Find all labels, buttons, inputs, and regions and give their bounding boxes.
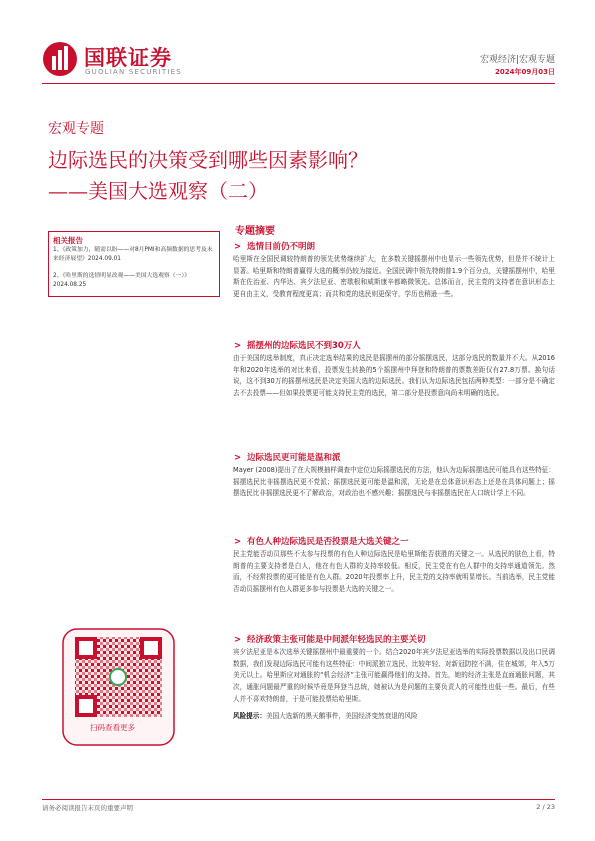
report-category: 宏观经济|宏观专题 [479,55,555,65]
brand-name-cn: 国联证券 [84,46,172,70]
related-report-link[interactable]: 1、《政策加力，随需以盼——对8月PMI和高频数据的思考及未来经济展望》2024.09.01 [53,247,213,262]
section-heading: > 摇摆州的边际选民不到30万人 [234,341,361,351]
section-body: 哈里斯在全国民调较特朗普的领先优势继续扩大，在多数关键摇摆州中也显示一些领先优势，但是并不统计上显著。哈里斯和特朗普赢得大选的概率仍较为接近。全国民调中领先特朗普1.9个百分点，关键摇摆州中，哈里斯在佐治亚、内华达、宾夕法尼亚、密歇根和威斯康辛都略微领先。总体而言，民主党的支持者在意识形态上更自由主义，受教育程度更高；而共和党的选民则更保守，学历也稍逊一些。 [233,255,555,299]
summary-title: 专题摘要 [235,226,275,237]
risk-text: 美国大选新的黑天鹅事件，美国经济变然衰退的风险 [265,712,418,720]
guolian-logo-icon [42,40,78,78]
section-body: 由于美国的选举制度，真正决定选举结果的选民是摇摆州的部分摇摆选民，这部分选民的数量并不大。从2016年和2020年选举的对比来看，投票发生转换的5个摇摆州中拜登和特朗普的票数差距仅有27.8万票。换句话说，这不到30万的摇摆州选民是决定美国大选的边际选民。我们认为边际选民包括两种类型：一部分是不确定去不去投票——但如果投票更可能支持民主党的选民，第二部分是投票意向尚未明确的选民。 [233,354,555,398]
page-subtitle: ——美国大选观察（二） [48,179,268,203]
page-number: 2 / 23 [536,803,555,811]
page-title: 边际选民的决策受到哪些因素影响？ [48,148,368,172]
section-body: 宾夕法尼亚是本次选举关键摇摆州中最重要的一个。结合2020年宾夕法尼亚选举的实际投票数据以及出口民调数据，我们发现边际选民可能有这些特征：中间派独立选民、比较年轻、对新冠防控不满，住在城郊，年入5万美元以上。哈里斯应对通胀的“机会经济”主张可能赢得他们的支持。首先，她的经济主张是直面通胀问题，其次，通胀问题最严重的时候毕竟是拜登当总统，她被认为是问题的主要负责人的可能性也低一些。最后，有些人并不喜欢特朗普，于是可能投票给哈里斯。 [233,648,555,703]
arrow-icon: > [234,537,242,547]
brand-name-en: GUOLIAN SECURITIES [85,68,182,76]
footer-disclaimer: 请务必阅读报告末页的重要声明 [42,804,133,812]
section-body: Mayer (2008)提出了在大规模抽样调查中定位边际摇摆选民的方法，他认为边际摇摆选民可能具有这些特征：摇摆选民比非摇摆选民更不党派；摇摆选民更可能是温和派，无论是在总体意识形态上还是在具体问题上；摇摆选民比非摇摆选民更不了解政治，对政治也不感兴趣；摇摆选民与非摇摆选民在人口统计学上不同。 [233,466,555,498]
related-reports-title: 相关报告 [53,236,83,245]
section-heading: > 有色人种边际选民是否投票是大选关键之一 [234,537,409,547]
arrow-icon: > [234,242,242,252]
qr-caption: 扫码查看更多 [90,723,135,732]
risk-label: 风险提示： [233,712,266,720]
arrow-icon: > [234,453,242,463]
arrow-icon: > [234,341,242,351]
section-heading: > 边际选民更可能是温和派 [234,453,341,463]
section-heading: > 经济政策主张可能是中间派年轻选民的主要关切 [234,635,426,645]
related-report-link[interactable]: 2、《哈里斯的选情明显改观——美国大选观察（一）》2024.08.25 [53,273,191,288]
arrow-icon: > [234,635,242,645]
section-body: 民主党能否动员那些不太参与投票的有色人种边际选民是哈里斯能否获胜的关键之一。从选民的肤色上看，特朗普的主要支持者是白人，他在有色人群的支持率较低。相反，民主党在有色人群中的支持率通道领先。然而，不经常投票的更可能是有色人群。2020年投票率上升，民主党的支持率就明显增长。当前选举，民主党能否动员摇摆州有色人群更多参与投票是大选的关键之一。 [233,550,555,594]
header-divider [42,83,555,84]
section-heading: > 选情目前仍不明朗 [234,242,315,252]
footer-divider [42,799,555,800]
risk-warning [233,710,558,720]
report-date: 2024年09月03日 [495,68,555,76]
section-label: 宏观专题 [48,121,104,137]
